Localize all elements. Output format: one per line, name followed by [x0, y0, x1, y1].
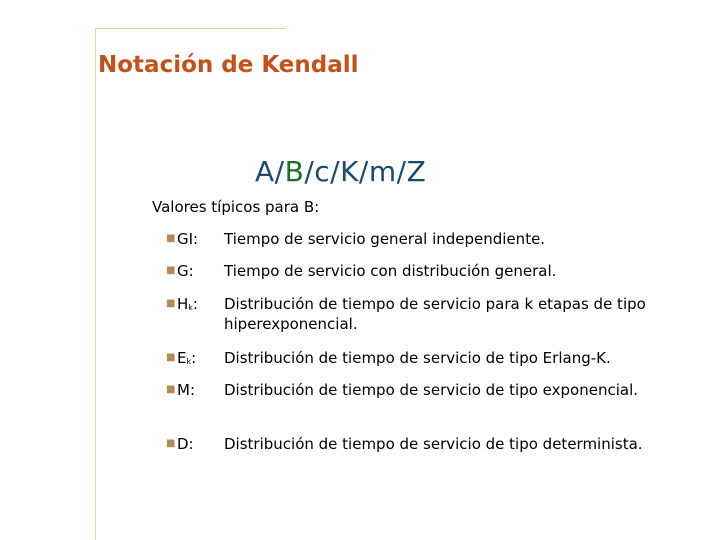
- item-code: M:: [177, 381, 195, 399]
- slide-title: Notación de Kendall: [98, 52, 359, 78]
- item-description: Distribución de tiempo de servicio para k etapas de tipo hiperexponencial.: [224, 295, 646, 333]
- item-code: $H_k$:: [177, 295, 198, 313]
- bullet-icon: ■: [166, 384, 176, 395]
- item-description: Distribución de tiempo de servicio de tipo Erlang-K.: [224, 349, 611, 367]
- item-code: GI:: [177, 230, 199, 248]
- frame-line-vertical: [95, 28, 96, 540]
- formula-part-1: A/: [255, 155, 285, 188]
- formula-highlight: B: [284, 155, 305, 188]
- item-code: G:: [177, 262, 194, 280]
- kendall-formula: [255, 155, 426, 188]
- formula-part-2: /c/K/m/Z: [304, 155, 427, 188]
- bullet-icon: ■: [166, 265, 176, 276]
- bullet-icon: ■: [166, 233, 176, 244]
- item-code: D:: [177, 435, 194, 453]
- item-description: Distribución de tiempo de servicio de tipo determinista.: [224, 435, 643, 453]
- item-description: Distribución de tiempo de servicio de tipo exponencial.: [224, 381, 639, 399]
- intro-text: Valores típicos para B:: [152, 198, 320, 216]
- frame-line-horizontal: [96, 28, 286, 29]
- item-code: $E_k$:: [177, 349, 197, 367]
- bullet-icon: ■: [166, 352, 176, 363]
- bullet-icon: ■: [166, 298, 176, 309]
- bullet-icon: ■: [166, 438, 176, 449]
- item-description: Tiempo de servicio general independiente.: [224, 230, 546, 248]
- item-description: Tiempo de servicio con distribución general.: [224, 262, 557, 280]
